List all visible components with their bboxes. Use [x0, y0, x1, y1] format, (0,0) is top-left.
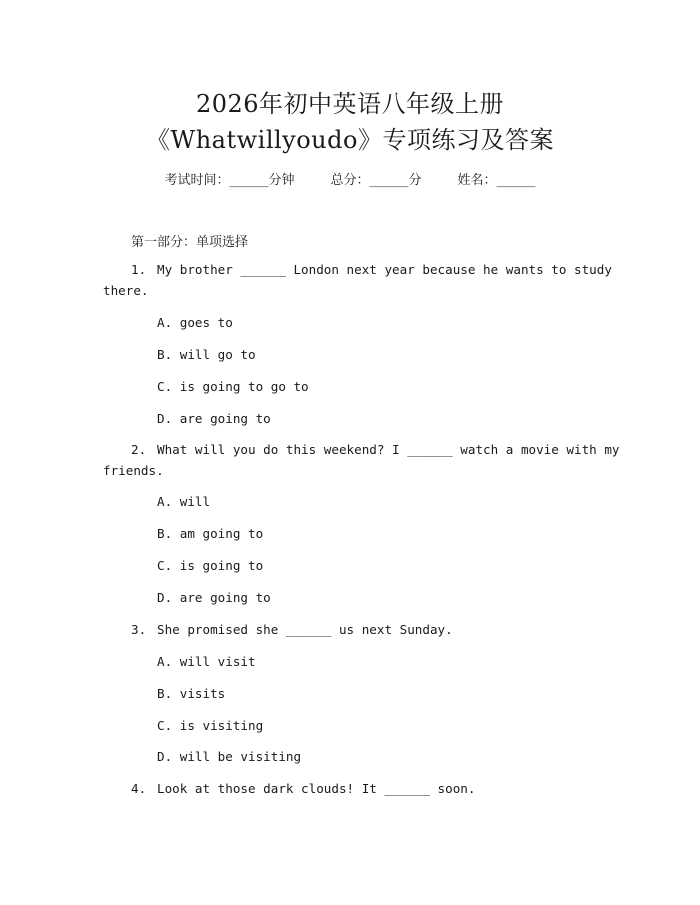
option-b: B. am going to	[157, 526, 264, 541]
option-a: A. will visit	[157, 654, 256, 669]
question-number: 4.	[131, 781, 147, 796]
question-number: 2.	[131, 442, 147, 457]
document-title-line-2: 《Whatwillyoudo》专项练习及答案	[146, 126, 554, 154]
question-text: What will you do this weekend? I ______ watch a movie with my	[157, 442, 620, 457]
option-b: B. visits	[157, 686, 226, 701]
option-a: A. will	[157, 494, 211, 509]
student-name-field: 姓名：______	[457, 173, 536, 188]
option-a: A. goes to	[157, 315, 233, 330]
exam-info-row	[0, 169, 700, 188]
question-number: 3.	[131, 622, 147, 637]
document-title-line-1: 2026年初中英语八年级上册	[195, 90, 505, 118]
option-d: D. are going to	[157, 411, 271, 426]
section-title: 第一部分：单项选择	[131, 235, 249, 250]
question-text-continuation: friends.	[103, 463, 164, 478]
question-text: My brother ______ London next year because he wants to study	[157, 262, 612, 277]
question-number: 1.	[131, 262, 147, 277]
question-text: She promised she ______ us next Sunday.	[157, 622, 453, 637]
question-text: Look at those dark clouds! It ______ soon.	[157, 781, 476, 796]
option-d: D. are going to	[157, 590, 271, 605]
option-d: D. will be visiting	[157, 749, 302, 764]
question-text-continuation: there.	[103, 283, 149, 298]
option-c: C. is visiting	[157, 718, 264, 733]
option-b: B. will go to	[157, 347, 256, 362]
option-c: C. is going to	[157, 558, 264, 573]
total-score-field: 总分：______分	[330, 173, 422, 188]
exam-time-field: 考试时间：______分钟	[164, 173, 295, 188]
option-c: C. is going to go to	[157, 379, 309, 394]
